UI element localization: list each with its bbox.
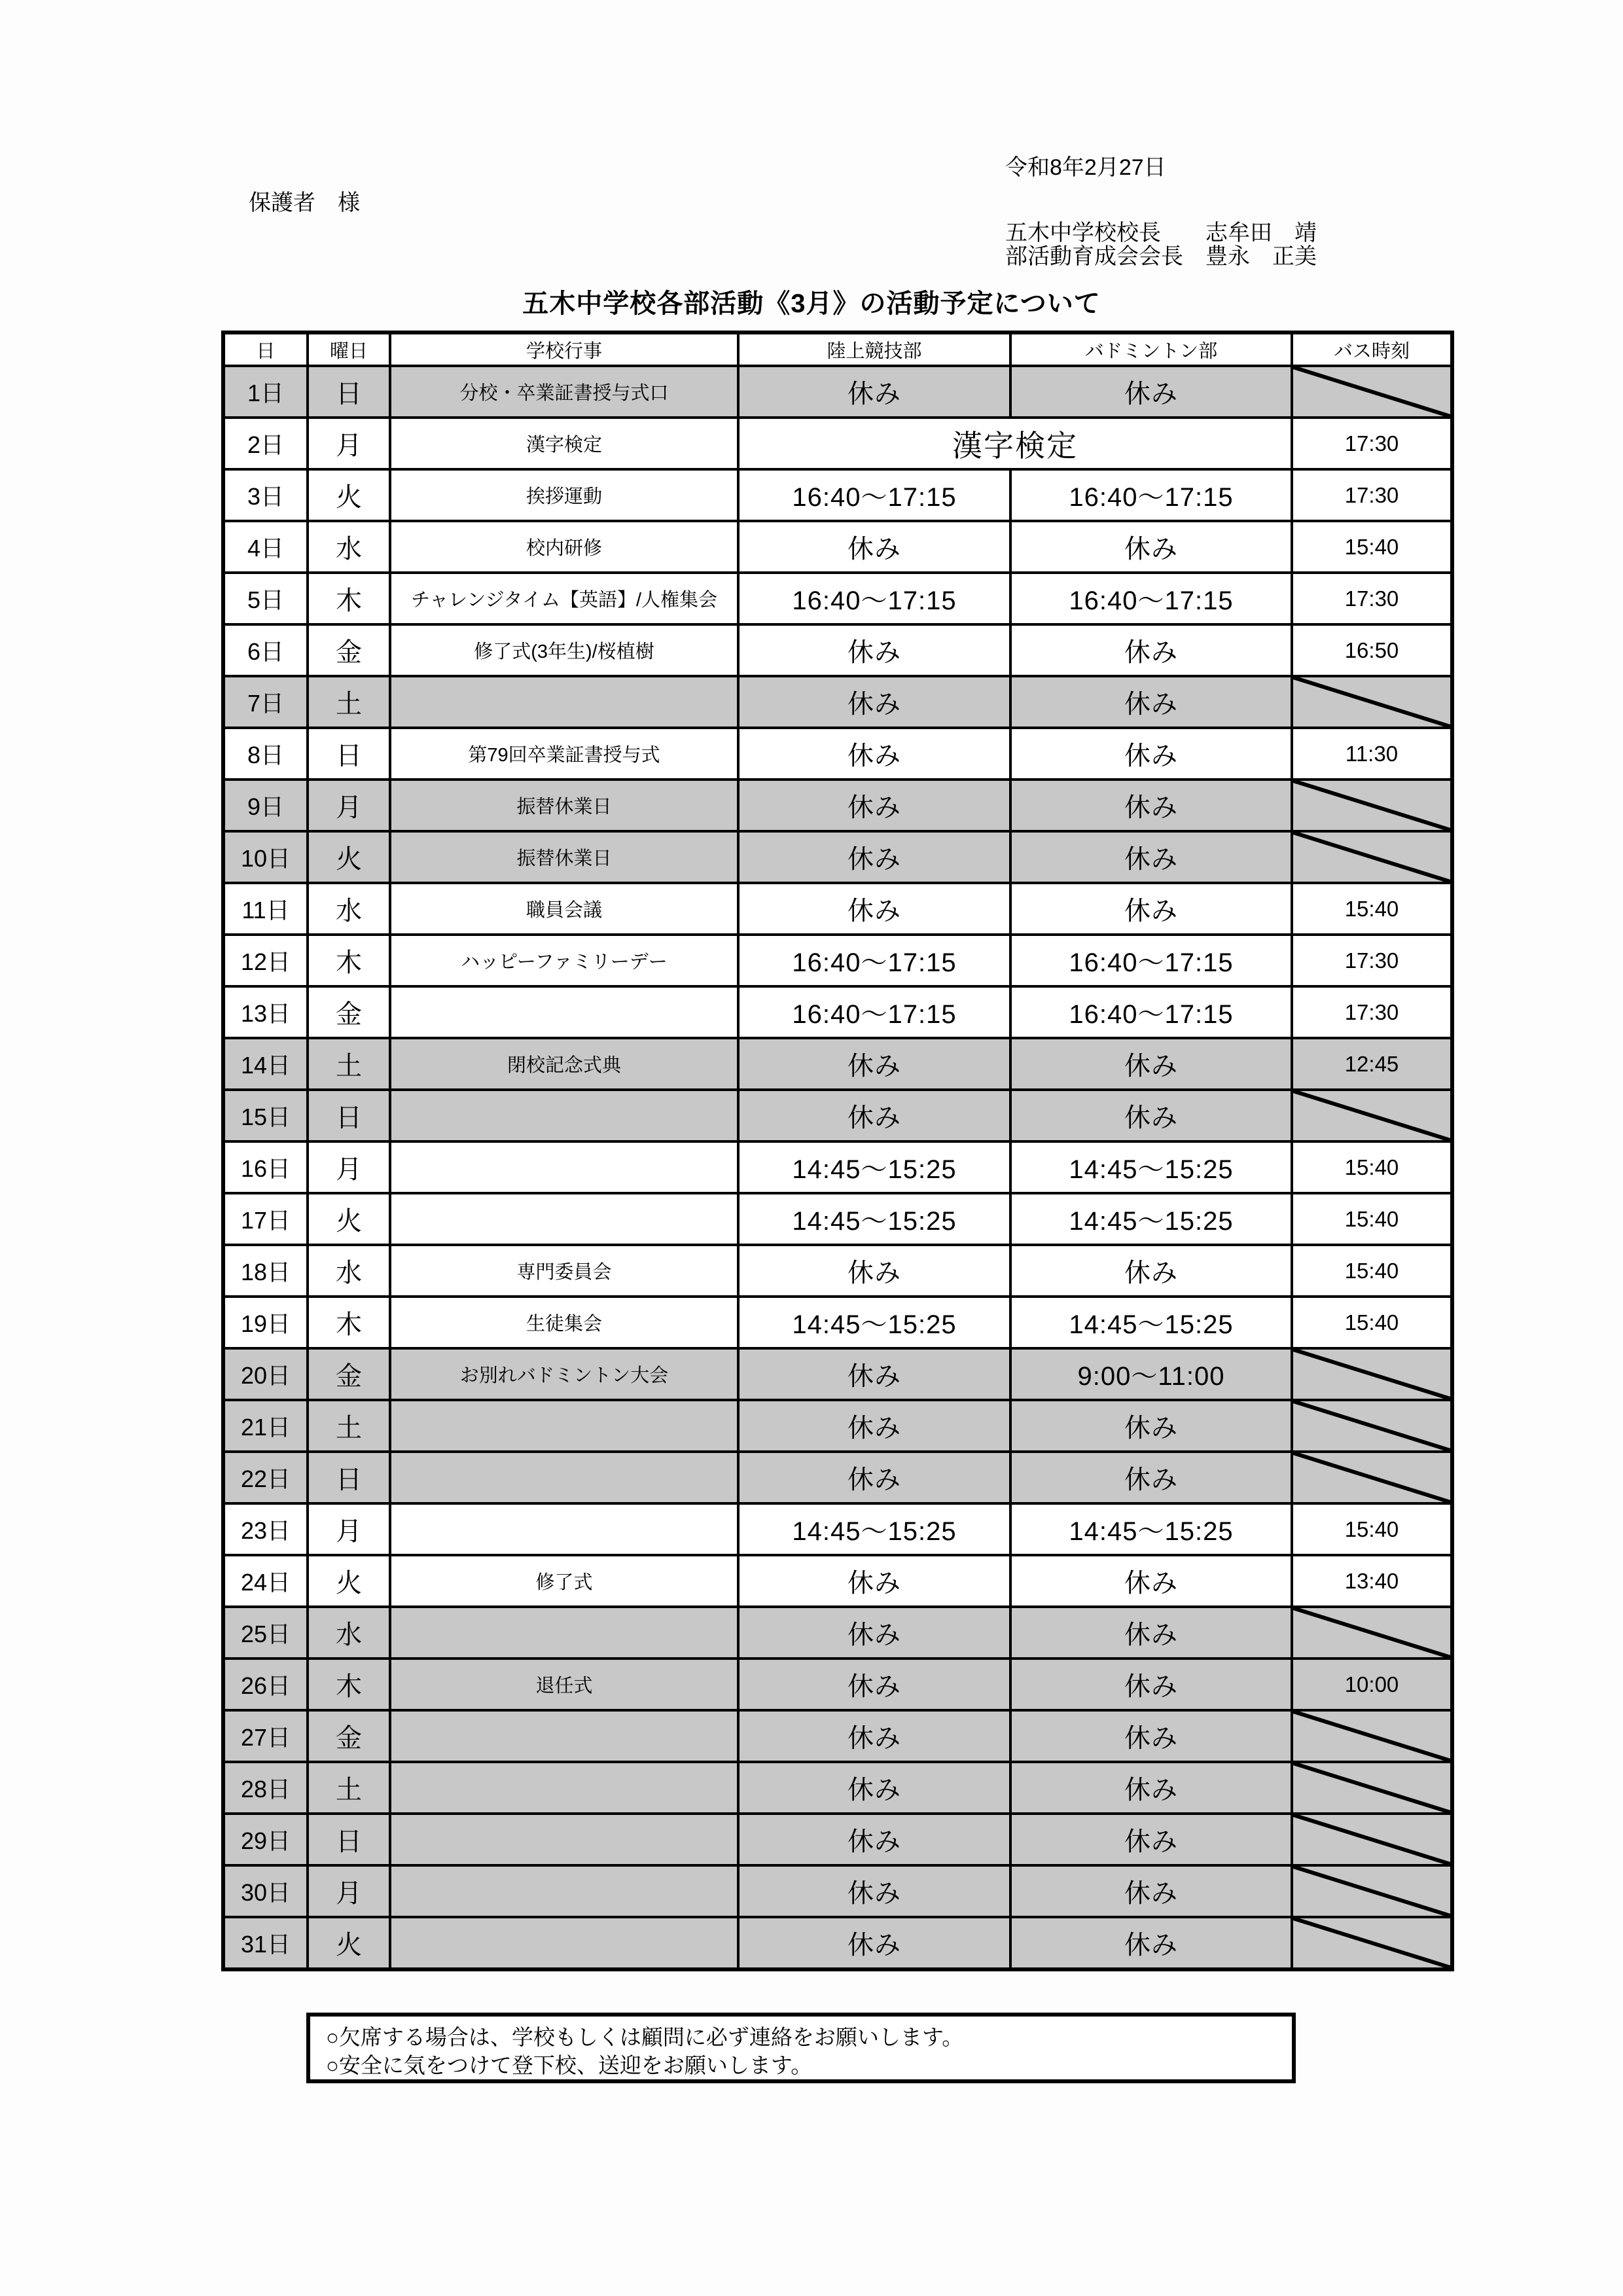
track-club-cell: 休み [738, 1865, 1010, 1917]
bus-time-cell: 17:30 [1292, 469, 1452, 521]
day-cell: 7日 [223, 676, 308, 728]
table-row [223, 1503, 1452, 1555]
track-club-cell: 14:45～15:25 [738, 1503, 1010, 1555]
track-club-cell: 休み [738, 883, 1010, 935]
day-cell: 30日 [223, 1865, 308, 1917]
no-bus-diagonal-line [1293, 1453, 1450, 1502]
table-row [223, 1607, 1452, 1659]
bus-time-cell [1292, 1607, 1452, 1659]
table-row [223, 986, 1452, 1038]
badminton-club-cell: 16:40～17:15 [1010, 986, 1292, 1038]
bus-time-cell [1292, 1814, 1452, 1865]
event-cell [390, 1865, 738, 1917]
table-row [223, 1038, 1452, 1090]
track-club-cell: 休み [738, 1607, 1010, 1659]
day-cell: 15日 [223, 1090, 308, 1141]
weekday-cell: 土 [308, 676, 390, 728]
bus-time-cell [1292, 1710, 1452, 1762]
event-cell: 職員会議 [390, 883, 738, 935]
day-cell: 5日 [223, 573, 308, 624]
track-club-cell: 休み [738, 624, 1010, 676]
track-club-cell: 休み [738, 1917, 1010, 1969]
bus-time-cell [1292, 1348, 1452, 1400]
bus-time-cell [1292, 1452, 1452, 1503]
bus-time-cell [1292, 366, 1452, 418]
table-row [223, 883, 1452, 935]
weekday-cell: 日 [308, 1814, 390, 1865]
table-row [223, 831, 1452, 883]
bus-time-cell: 15:40 [1292, 1193, 1452, 1245]
col-header-weekday: 曜日 [308, 332, 390, 366]
bus-time-cell [1292, 1090, 1452, 1141]
badminton-club-cell: 休み [1010, 676, 1292, 728]
day-cell: 3日 [223, 469, 308, 521]
table-row [223, 1452, 1452, 1503]
event-cell: 振替休業日 [390, 780, 738, 831]
weekday-cell: 月 [308, 1503, 390, 1555]
badminton-club-cell: 休み [1010, 1814, 1292, 1865]
event-cell: チャレンジタイム【英語】/人権集会 [390, 573, 738, 624]
col-header-school-event: 学校行事 [390, 332, 738, 366]
bus-time-cell [1292, 1400, 1452, 1452]
weekday-cell: 水 [308, 521, 390, 573]
table-row [223, 469, 1452, 521]
day-cell: 14日 [223, 1038, 308, 1090]
bus-time-cell: 15:40 [1292, 1141, 1452, 1193]
badminton-club-cell: 休み [1010, 1038, 1292, 1090]
day-cell: 11日 [223, 883, 308, 935]
table-row [223, 780, 1452, 831]
badminton-club-cell: 14:45～15:25 [1010, 1297, 1292, 1348]
table-row [223, 1348, 1452, 1400]
bus-time-cell: 16:50 [1292, 624, 1452, 676]
event-cell: ハッピーファミリーデー [390, 935, 738, 986]
track-club-cell: 16:40～17:15 [738, 469, 1010, 521]
event-cell [390, 676, 738, 728]
table-row [223, 1762, 1452, 1814]
day-cell: 16日 [223, 1141, 308, 1193]
day-cell: 26日 [223, 1659, 308, 1710]
day-cell: 18日 [223, 1245, 308, 1297]
weekday-cell: 金 [308, 1710, 390, 1762]
badminton-club-cell: 休み [1010, 1555, 1292, 1607]
badminton-club-cell: 休み [1010, 1659, 1292, 1710]
bus-time-cell: 15:40 [1292, 1245, 1452, 1297]
no-bus-diagonal-line [1293, 367, 1450, 416]
badminton-club-cell: 休み [1010, 1607, 1292, 1659]
note-safety: ○安全に気をつけて登下校、送迎をお願いします。 [326, 2053, 813, 2077]
badminton-club-cell: 14:45～15:25 [1010, 1141, 1292, 1193]
day-cell: 23日 [223, 1503, 308, 1555]
event-cell: お別れバドミントン大会 [390, 1348, 738, 1400]
bus-time-cell: 10:00 [1292, 1659, 1452, 1710]
badminton-club-cell: 休み [1010, 1762, 1292, 1814]
bus-time-cell [1292, 831, 1452, 883]
badminton-club-cell: 休み [1010, 883, 1292, 935]
event-cell [390, 1710, 738, 1762]
weekday-cell: 日 [308, 1090, 390, 1141]
badminton-club-cell: 9:00～11:00 [1010, 1348, 1292, 1400]
track-club-cell: 休み [738, 831, 1010, 883]
no-bus-diagonal-line [1293, 1712, 1450, 1761]
table-row [223, 624, 1452, 676]
bus-time-cell: 15:40 [1292, 1503, 1452, 1555]
no-bus-diagonal-line [1293, 1763, 1450, 1812]
day-cell: 2日 [223, 418, 308, 469]
col-header-bus-time: バス時刻 [1292, 332, 1452, 366]
bus-time-cell: 15:40 [1292, 1297, 1452, 1348]
badminton-club-cell: 16:40～17:15 [1010, 935, 1292, 986]
col-header-track-club: 陸上競技部 [738, 332, 1010, 366]
table-row [223, 1400, 1452, 1452]
schedule-table-body [223, 366, 1452, 1969]
event-cell [390, 1141, 738, 1193]
weekday-cell: 水 [308, 1245, 390, 1297]
day-cell: 13日 [223, 986, 308, 1038]
day-cell: 25日 [223, 1607, 308, 1659]
badminton-club-cell: 16:40～17:15 [1010, 573, 1292, 624]
table-row [223, 573, 1452, 624]
sender-principal: 五木中学校校長 志牟田 靖 [1005, 221, 1317, 245]
track-club-cell: 休み [738, 1452, 1010, 1503]
weekday-cell: 月 [308, 780, 390, 831]
day-cell: 10日 [223, 831, 308, 883]
badminton-club-cell: 14:45～15:25 [1010, 1193, 1292, 1245]
no-bus-diagonal-line [1293, 1918, 1450, 1967]
table-row [223, 366, 1452, 418]
table-row [223, 1917, 1452, 1969]
track-club-cell: 休み [738, 1659, 1010, 1710]
bus-time-cell: 13:40 [1292, 1555, 1452, 1607]
note-absence: ○欠席する場合は、学校もしくは顧問に必ず連絡をお願いします。 [326, 2025, 964, 2049]
schedule-table-header [223, 332, 1452, 366]
track-club-cell: 休み [738, 1710, 1010, 1762]
bus-time-cell: 17:30 [1292, 418, 1452, 469]
day-cell: 8日 [223, 728, 308, 780]
weekday-cell: 日 [308, 728, 390, 780]
badminton-club-cell: 休み [1010, 1865, 1292, 1917]
table-row [223, 1814, 1452, 1865]
event-cell [390, 1814, 738, 1865]
event-cell: 分校・卒業証書授与式口 [390, 366, 738, 418]
badminton-club-cell: 休み [1010, 1400, 1292, 1452]
table-row [223, 1193, 1452, 1245]
bus-time-cell: 15:40 [1292, 883, 1452, 935]
table-row [223, 1659, 1452, 1710]
no-bus-diagonal-line [1293, 1815, 1450, 1864]
event-cell: 修了式(3年生)/桜植樹 [390, 624, 738, 676]
event-cell: 閉校記念式典 [390, 1038, 738, 1090]
event-cell [390, 1607, 738, 1659]
no-bus-diagonal-line [1293, 1401, 1450, 1450]
no-bus-diagonal-line [1293, 833, 1450, 882]
bus-time-cell: 17:30 [1292, 573, 1452, 624]
day-cell: 28日 [223, 1762, 308, 1814]
track-club-cell: 休み [738, 1348, 1010, 1400]
day-cell: 6日 [223, 624, 308, 676]
bus-time-cell: 11:30 [1292, 728, 1452, 780]
bus-time-cell: 17:30 [1292, 935, 1452, 986]
sender-club-chair: 部活動育成会会長 豊永 正美 [1005, 244, 1317, 269]
table-row [223, 1141, 1452, 1193]
event-cell [390, 986, 738, 1038]
issue-date: 令和8年2月27日 [1005, 155, 1166, 180]
recipient: 保護者 様 [249, 190, 360, 215]
event-cell [390, 1452, 738, 1503]
weekday-cell: 水 [308, 1607, 390, 1659]
bus-time-cell [1292, 676, 1452, 728]
event-cell: 専門委員会 [390, 1245, 738, 1297]
weekday-cell: 火 [308, 831, 390, 883]
header-row [223, 332, 1452, 366]
track-club-cell: 休み [738, 676, 1010, 728]
track-club-cell: 休み [738, 1090, 1010, 1141]
track-club-cell: 休み [738, 366, 1010, 418]
event-cell: 修了式 [390, 1555, 738, 1607]
event-cell: 漢字検定 [390, 418, 738, 469]
merged-club-cell: 漢字検定 [738, 418, 1292, 469]
weekday-cell: 火 [308, 469, 390, 521]
track-club-cell: 休み [738, 1555, 1010, 1607]
event-cell: 第79回卒業証書授与式 [390, 728, 738, 780]
badminton-club-cell: 休み [1010, 1452, 1292, 1503]
event-cell [390, 1917, 738, 1969]
event-cell: 振替休業日 [390, 831, 738, 883]
weekday-cell: 月 [308, 1865, 390, 1917]
day-cell: 22日 [223, 1452, 308, 1503]
badminton-club-cell: 14:45～15:25 [1010, 1503, 1292, 1555]
badminton-club-cell: 休み [1010, 1245, 1292, 1297]
badminton-club-cell: 休み [1010, 780, 1292, 831]
day-cell: 27日 [223, 1710, 308, 1762]
track-club-cell: 休み [738, 780, 1010, 831]
track-club-cell: 休み [738, 521, 1010, 573]
table-row [223, 728, 1452, 780]
no-bus-diagonal-line [1293, 677, 1450, 726]
track-club-cell: 14:45～15:25 [738, 1141, 1010, 1193]
day-cell: 20日 [223, 1348, 308, 1400]
event-cell: 生徒集会 [390, 1297, 738, 1348]
table-row [223, 1555, 1452, 1607]
badminton-club-cell: 休み [1010, 1090, 1292, 1141]
badminton-club-cell: 休み [1010, 728, 1292, 780]
table-row [223, 418, 1452, 469]
track-club-cell: 16:40～17:15 [738, 935, 1010, 986]
table-row [223, 1297, 1452, 1348]
col-header-badminton-club: バドミントン部 [1010, 332, 1292, 366]
badminton-club-cell: 休み [1010, 521, 1292, 573]
day-cell: 1日 [223, 366, 308, 418]
day-cell: 19日 [223, 1297, 308, 1348]
table-row [223, 521, 1452, 573]
badminton-club-cell: 休み [1010, 1710, 1292, 1762]
table-row [223, 1865, 1452, 1917]
badminton-club-cell: 16:40～17:15 [1010, 469, 1292, 521]
track-club-cell: 休み [738, 1245, 1010, 1297]
weekday-cell: 日 [308, 1452, 390, 1503]
table-row [223, 1710, 1452, 1762]
event-cell [390, 1090, 738, 1141]
notes-box [306, 2013, 1296, 2083]
bus-time-cell: 15:40 [1292, 521, 1452, 573]
badminton-club-cell: 休み [1010, 624, 1292, 676]
track-club-cell: 14:45～15:25 [738, 1297, 1010, 1348]
no-bus-diagonal-line [1293, 781, 1450, 830]
badminton-club-cell: 休み [1010, 366, 1292, 418]
table-row [223, 935, 1452, 986]
weekday-cell: 金 [308, 1348, 390, 1400]
event-cell [390, 1193, 738, 1245]
day-cell: 9日 [223, 780, 308, 831]
track-club-cell: 16:40～17:15 [738, 986, 1010, 1038]
weekday-cell: 金 [308, 986, 390, 1038]
event-cell [390, 1400, 738, 1452]
weekday-cell: 月 [308, 1141, 390, 1193]
bus-time-cell [1292, 1917, 1452, 1969]
track-club-cell: 休み [738, 1762, 1010, 1814]
weekday-cell: 木 [308, 1659, 390, 1710]
weekday-cell: 土 [308, 1038, 390, 1090]
day-cell: 17日 [223, 1193, 308, 1245]
event-cell [390, 1503, 738, 1555]
weekday-cell: 土 [308, 1400, 390, 1452]
bus-time-cell: 17:30 [1292, 986, 1452, 1038]
table-row [223, 1245, 1452, 1297]
col-header-day: 日 [223, 332, 308, 366]
track-club-cell: 休み [738, 728, 1010, 780]
day-cell: 29日 [223, 1814, 308, 1865]
weekday-cell: 金 [308, 624, 390, 676]
no-bus-diagonal-line [1293, 1608, 1450, 1657]
weekday-cell: 日 [308, 366, 390, 418]
table-row [223, 1090, 1452, 1141]
table-row [223, 676, 1452, 728]
schedule-table [221, 331, 1454, 1971]
day-cell: 21日 [223, 1400, 308, 1452]
weekday-cell: 火 [308, 1917, 390, 1969]
no-bus-diagonal-line [1293, 1350, 1450, 1399]
event-cell: 校内研修 [390, 521, 738, 573]
weekday-cell: 土 [308, 1762, 390, 1814]
bus-time-cell [1292, 780, 1452, 831]
weekday-cell: 木 [308, 935, 390, 986]
badminton-club-cell: 休み [1010, 1917, 1292, 1969]
track-club-cell: 14:45～15:25 [738, 1193, 1010, 1245]
event-cell: 退任式 [390, 1659, 738, 1710]
bus-time-cell: 12:45 [1292, 1038, 1452, 1090]
no-bus-diagonal-line [1293, 1091, 1450, 1140]
event-cell [390, 1762, 738, 1814]
event-cell: 挨拶運動 [390, 469, 738, 521]
track-club-cell: 休み [738, 1038, 1010, 1090]
weekday-cell: 火 [308, 1555, 390, 1607]
weekday-cell: 木 [308, 573, 390, 624]
track-club-cell: 休み [738, 1814, 1010, 1865]
badminton-club-cell: 休み [1010, 831, 1292, 883]
day-cell: 31日 [223, 1917, 308, 1969]
weekday-cell: 水 [308, 883, 390, 935]
weekday-cell: 火 [308, 1193, 390, 1245]
day-cell: 24日 [223, 1555, 308, 1607]
track-club-cell: 休み [738, 1400, 1010, 1452]
page-title: 五木中学校各部活動《3月》の活動予定について [522, 289, 1101, 318]
bus-time-cell [1292, 1865, 1452, 1917]
track-club-cell: 16:40～17:15 [738, 573, 1010, 624]
day-cell: 12日 [223, 935, 308, 986]
no-bus-diagonal-line [1293, 1867, 1450, 1916]
bus-time-cell [1292, 1762, 1452, 1814]
weekday-cell: 木 [308, 1297, 390, 1348]
weekday-cell: 月 [308, 418, 390, 469]
day-cell: 4日 [223, 521, 308, 573]
